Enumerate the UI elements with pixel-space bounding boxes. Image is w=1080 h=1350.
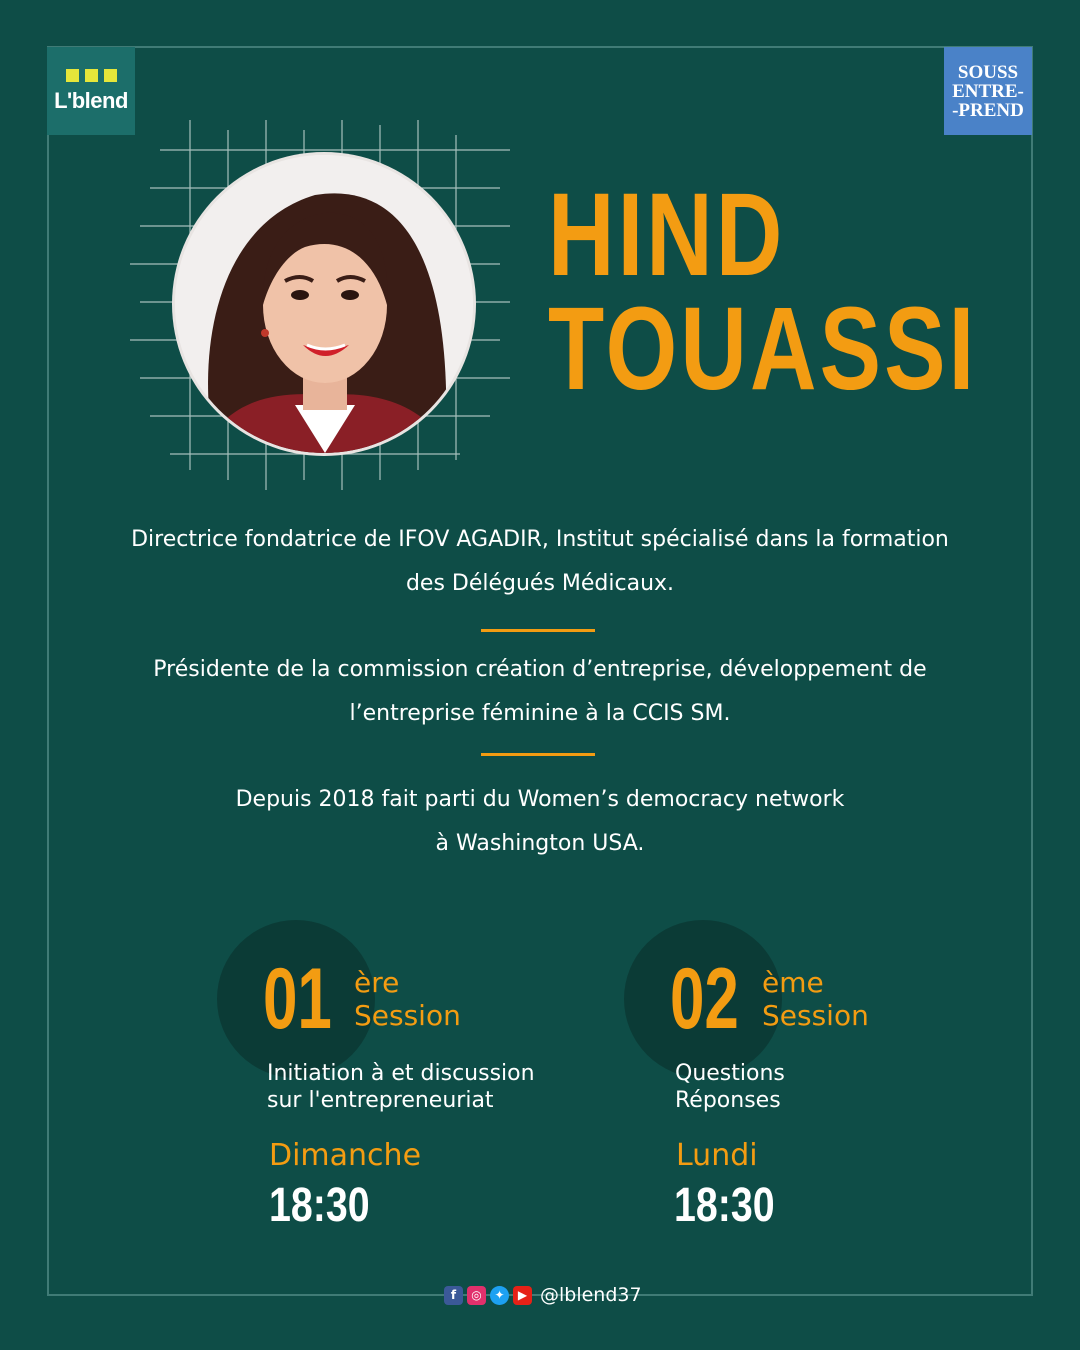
lblend-brand-text: L'blend (54, 88, 128, 113)
bio-paragraph-1: Directrice fondatrice de IFOV AGADIR, Institut spécialisé dans la formation des Délégués Médicaux. (131, 527, 949, 596)
divider-2 (481, 753, 595, 756)
session-2-label: ème Session (762, 966, 869, 1032)
speaker-portrait (175, 155, 473, 453)
speaker-first-name: HIND (548, 169, 786, 301)
facebook-icon[interactable]: f (444, 1286, 463, 1305)
souss-entreprend-logo: SOUSS ENTRE- -PREND (944, 47, 1032, 135)
session-2-time: 18:30 (674, 1179, 775, 1232)
lblend-logo (47, 47, 135, 135)
instagram-icon[interactable]: ◎ (467, 1286, 486, 1305)
session-1-number: 01 (263, 951, 332, 1047)
session-1 (217, 920, 577, 1250)
session-1-day: Dimanche (269, 1138, 422, 1173)
session-2-number: 02 (670, 951, 739, 1047)
twitter-icon[interactable]: ✦ (490, 1286, 509, 1305)
bio-paragraph-2: Présidente de la commission création d’entreprise, développement de l’entreprise féminine à la CCIS SM. (153, 657, 927, 726)
session-1-description: Initiation à et discussion sur l'entrepreneuriat (267, 1061, 535, 1113)
bio-paragraph-3: Depuis 2018 fait parti du Women’s democracy network à Washington USA. (235, 787, 845, 856)
session-1-label: ère Session (354, 966, 461, 1032)
portrait-illustration (175, 155, 473, 453)
session-2-day: Lundi (676, 1138, 758, 1173)
speaker-photo-area (130, 120, 510, 490)
speaker-name (548, 169, 978, 415)
logo-squares (47, 69, 135, 82)
social-handle[interactable]: @lblend37 (540, 1284, 642, 1306)
session-1-time: 18:30 (269, 1179, 370, 1232)
session-2-description: Questions Réponses (675, 1061, 785, 1113)
divider-1 (481, 629, 595, 632)
youtube-icon[interactable]: ▶ (513, 1286, 532, 1305)
social-footer (444, 1284, 642, 1306)
speaker-last-name: TOUASSI (548, 283, 978, 415)
session-2 (624, 920, 984, 1250)
